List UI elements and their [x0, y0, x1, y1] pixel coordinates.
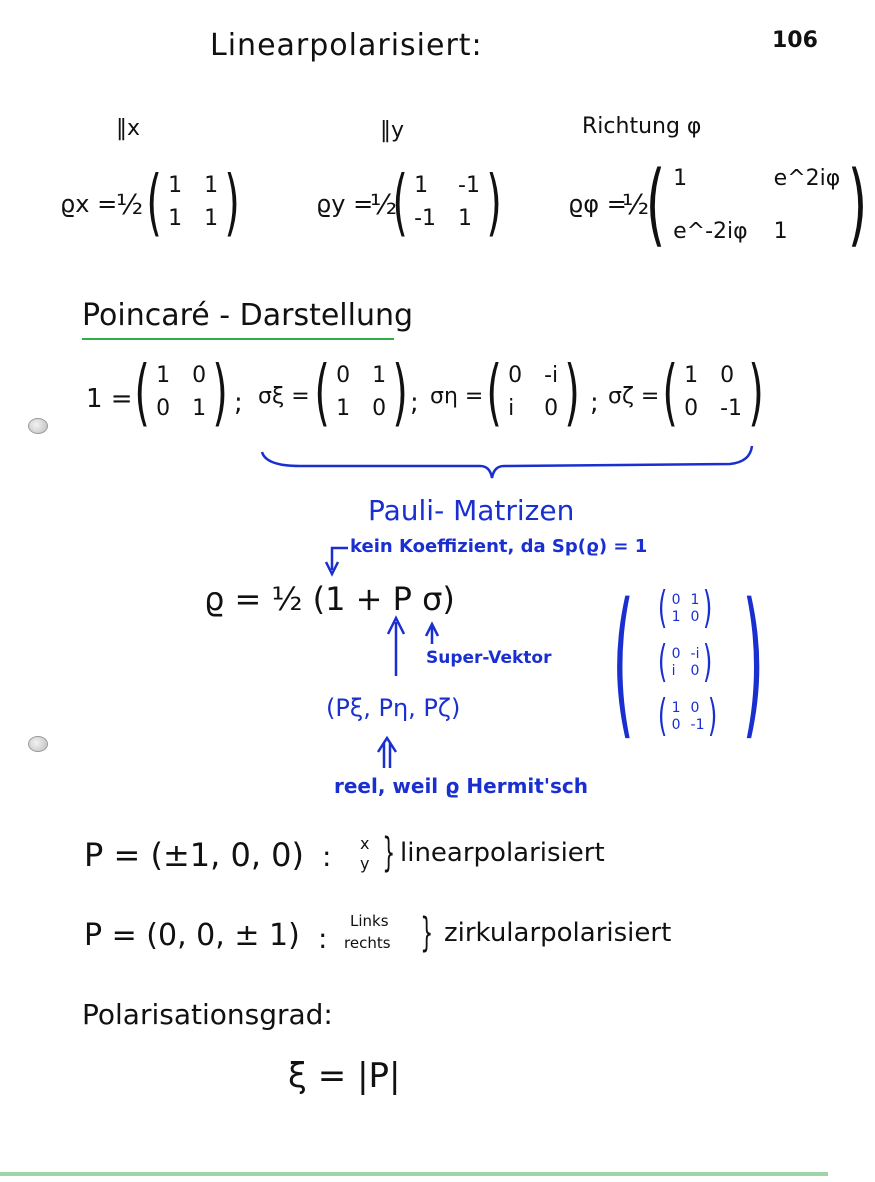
matrix-entry: 0 — [720, 363, 735, 388]
rho-phi-prefactor: ½ — [622, 188, 650, 221]
linear-polarized-label: linearpolarisiert — [400, 838, 605, 868]
arrow-up-sigma — [426, 624, 438, 644]
page-title: Linearpolarisiert: — [210, 28, 483, 63]
separator: ; — [234, 388, 243, 418]
rho-x-lhs: ϱx = — [60, 190, 118, 218]
matrix-entry: 1 — [684, 363, 699, 388]
rho-y-matrix: ( 1 -1 -1 1 ) — [392, 160, 502, 244]
matrix-entry: 0 — [372, 396, 387, 421]
rho-y-prefactor: ½ — [370, 188, 398, 221]
circular-polarization-vector: P = (0, 0, ± 1) — [84, 918, 300, 953]
matrix-entry: -i — [544, 363, 559, 388]
identity-lhs: 1 = — [86, 384, 133, 414]
matrix-entry: 0 — [671, 716, 681, 733]
matrix-entry: 1 — [336, 396, 351, 421]
colon: : — [318, 922, 328, 955]
matrix-entry: 0 — [156, 396, 171, 421]
matrix-entry: i — [671, 662, 676, 679]
sigma-zeta-matrix: ( 1 0 0 -1 ) — [662, 350, 764, 434]
density-matrix-equation: ϱ = ½ (1 + P σ) — [204, 580, 455, 618]
rho-phi-lhs: ϱφ = — [568, 190, 627, 218]
sigma-xi-lhs: σξ = — [258, 384, 310, 409]
rho-x-matrix: ( 1 1 1 1 ) — [146, 160, 240, 244]
matrix-entry: 1 — [671, 608, 681, 625]
matrix-entry: 1 — [372, 363, 387, 388]
matrix-entry: i — [508, 396, 515, 421]
label-parallel-x: ‖x — [116, 116, 141, 141]
small-matrix-xi: ( 0 1 1 0 ) — [658, 582, 713, 633]
matrix-entry: 1 — [671, 699, 681, 716]
rho-x-prefactor: ½ — [116, 188, 144, 221]
punch-hole — [28, 736, 48, 752]
note-kein-koeffizient: kein Koeffizient, da Sp(ϱ) = 1 — [350, 536, 648, 557]
circular-polarized-label: zirkularpolarisiert — [444, 918, 672, 948]
punch-hole — [28, 418, 48, 434]
label-direction-phi: Richtung φ — [582, 114, 702, 139]
label-rechts: rechts — [344, 934, 391, 952]
super-vektor-label: Super-Vektor — [426, 648, 552, 668]
linear-polarization-vector: P = (±1, 0, 0) — [84, 836, 304, 874]
small-matrix-zeta: ( 1 0 0 -1 ) — [658, 690, 718, 741]
real-hermitian-note: reel, weil ϱ Hermit'sch — [334, 774, 588, 798]
matrix-entry: 1 — [773, 219, 788, 244]
label-parallel-y: ‖y — [380, 118, 405, 143]
sigma-xi-matrix: ( 0 1 1 0 ) — [314, 350, 408, 434]
matrix-entry: 1 — [673, 166, 688, 191]
matrix-entry: 1 — [414, 173, 429, 198]
colon: : — [322, 840, 332, 873]
rho-y-lhs: ϱy = — [316, 190, 374, 218]
polarization-degree-heading: Polarisationsgrad: — [82, 998, 333, 1031]
matrix-entry: 0 — [336, 363, 351, 388]
matrix-entry: 1 — [204, 173, 219, 198]
matrix-entry: 0 — [544, 396, 559, 421]
matrix-entry: 1 — [168, 173, 183, 198]
matrix-entry: 0 — [192, 363, 207, 388]
matrix-entry: -1 — [720, 396, 743, 421]
matrix-entry: 0 — [690, 662, 700, 679]
rho-phi-matrix: ( 1 e^2iφ e^-2iφ 1 ) — [645, 152, 868, 257]
p-components: (Pξ, Pη, Pζ) — [326, 694, 461, 722]
matrix-entry: 0 — [671, 591, 681, 608]
separator: ; — [590, 388, 599, 418]
matrix-entry: -1 — [458, 173, 480, 198]
separator: ; — [410, 388, 419, 418]
small-matrix-eta: ( 0 -i i 0 ) — [658, 636, 713, 687]
matrix-entry: 0 — [690, 608, 700, 625]
sigma-eta-matrix: ( 0 -i i 0 ) — [486, 350, 580, 434]
matrix-entry: -i — [690, 645, 700, 662]
matrix-entry: e^-2iφ — [673, 219, 748, 244]
matrix-entry: -1 — [690, 716, 705, 733]
matrix-entry: 1 — [168, 206, 183, 231]
matrix-entry: 0 — [508, 363, 523, 388]
pauli-vector-column: ( ( 0 1 1 0 ) ( 0 -i i 0 ) ( 1 0 0 -1 ) ) — [612, 568, 764, 755]
sigma-eta-lhs: ση = — [430, 384, 484, 409]
matrix-entry: 0 — [690, 699, 700, 716]
brace: } — [382, 830, 396, 876]
polarization-degree-equation: ξ = |P| — [288, 1056, 401, 1096]
section-heading-poincare: Poincaré - Darstellung — [82, 298, 414, 333]
matrix-entry: 1 — [204, 206, 219, 231]
matrix-entry: 1 — [690, 591, 700, 608]
page-number: 106 — [772, 28, 818, 53]
identity-matrix: ( 1 0 0 1 ) — [134, 350, 228, 434]
matrix-entry: 1 — [192, 396, 207, 421]
matrix-entry: 1 — [458, 206, 473, 231]
curly-brace — [262, 446, 752, 478]
matrix-entry: 0 — [684, 396, 699, 421]
arrow-up-p — [388, 618, 404, 676]
matrix-entry: 1 — [156, 363, 171, 388]
brace: } — [420, 910, 434, 956]
matrix-entry: -1 — [414, 206, 437, 231]
label-x: x — [360, 834, 370, 853]
label-links: Links — [350, 912, 389, 930]
sigma-zeta-lhs: σζ = — [608, 384, 660, 409]
page-bottom-edge — [0, 1172, 828, 1176]
matrix-entry: e^2iφ — [773, 166, 841, 191]
matrix-entry: 0 — [671, 645, 681, 662]
arrow-up-real — [378, 738, 396, 768]
label-y: y — [360, 854, 370, 873]
pauli-label: Pauli- Matrizen — [368, 494, 575, 527]
